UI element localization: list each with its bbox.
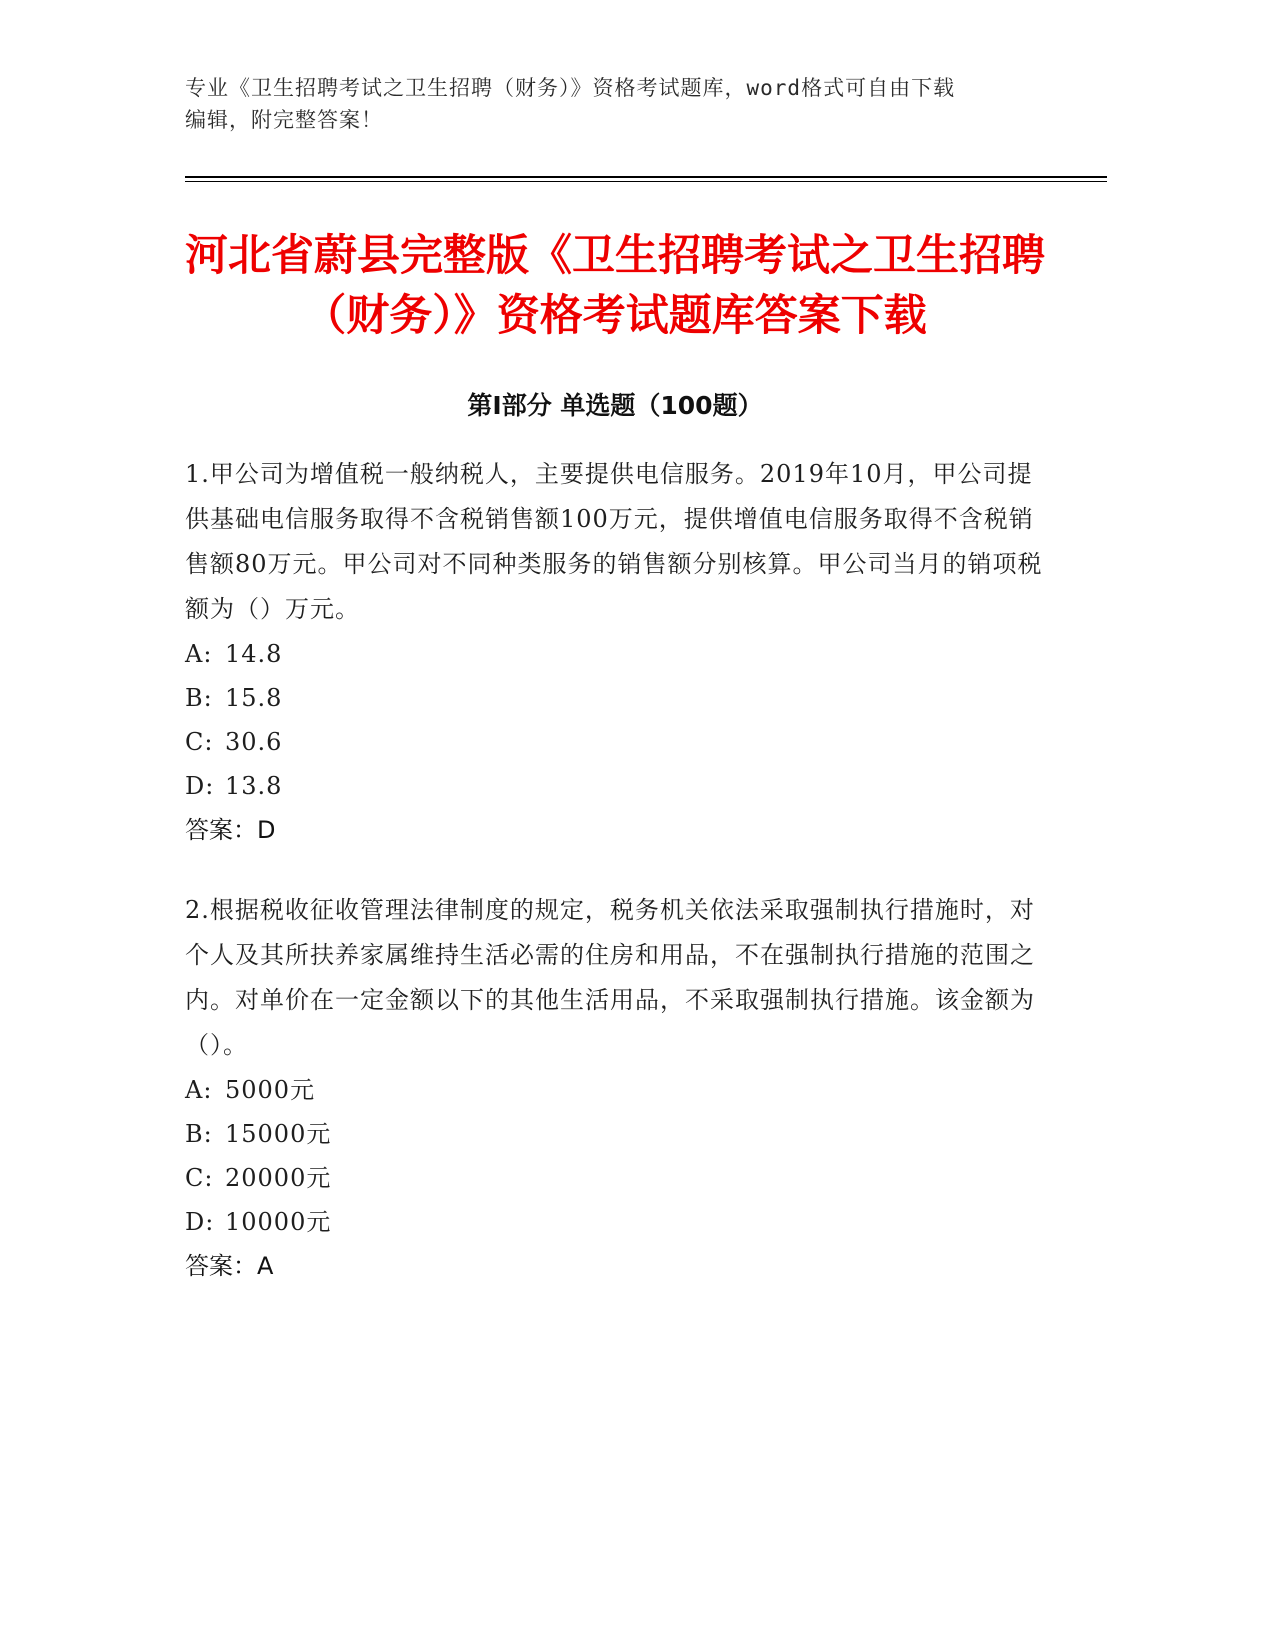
option-letter: B: [185, 684, 213, 712]
option-text: 20000元 [225, 1164, 332, 1192]
answer-line: 答案：D [185, 816, 276, 844]
header-divider-thick [185, 176, 1107, 178]
option-text: 10000元 [225, 1208, 332, 1236]
option-d [185, 1200, 1045, 1244]
option-text: 14.8 [225, 640, 283, 668]
option-text: 15000元 [225, 1120, 332, 1148]
question-stem: 2.根据税收征收管理法律制度的规定，税务机关依法采取强制执行措施时，对个人及其所扶养家属维持生活必需的住房和用品，不在强制执行措施的范围之内。对单价在一定金额以下的其他生活用品，不采取强制执行措施。该金额为（）。 [185, 896, 1035, 1059]
option-letter: A: [185, 1076, 213, 1104]
option-text: 13.8 [225, 772, 283, 800]
option-text: 5000元 [225, 1076, 316, 1104]
option-letter: D: [185, 772, 215, 800]
answer-line: 答案：A [185, 1252, 274, 1280]
section-heading: 第Ⅰ部分 单选题（100题） [467, 391, 763, 420]
header-note: 专业《卫生招聘考试之卫生招聘（财务）》资格考试题库，word格式可自由下载 编辑，附完整答案！ [185, 76, 956, 132]
option-text: 15.8 [225, 684, 283, 712]
option-a [185, 632, 1045, 676]
option-letter: B: [185, 1120, 213, 1148]
option-d [185, 764, 1045, 808]
option-letter: A: [185, 640, 213, 668]
option-letter: C: [185, 728, 214, 756]
option-b [185, 676, 1045, 720]
question-stem: 1.甲公司为增值税一般纳税人，主要提供电信服务。2019年10月，甲公司提供基础电信服务取得不含税销售额100万元，提供增值电信服务取得不含税销售额80万元。甲公司对不同种类服务的销售额分别核算。甲公司当月的销项税额为（）万元。 [185, 460, 1043, 623]
option-b [185, 1112, 1045, 1156]
option-c [185, 1156, 1045, 1200]
header-divider-thin [185, 181, 1107, 182]
option-letter: D: [185, 1208, 215, 1236]
document-title: 河北省蔚县完整版《卫生招聘考试之卫生招聘（财务）》资格考试题库答案下载 [185, 231, 1045, 341]
option-c [185, 720, 1045, 764]
option-text: 30.6 [225, 728, 283, 756]
option-a [185, 1068, 1045, 1112]
option-letter: C: [185, 1164, 214, 1192]
question-2 [185, 888, 1045, 1288]
question-1 [185, 452, 1045, 852]
